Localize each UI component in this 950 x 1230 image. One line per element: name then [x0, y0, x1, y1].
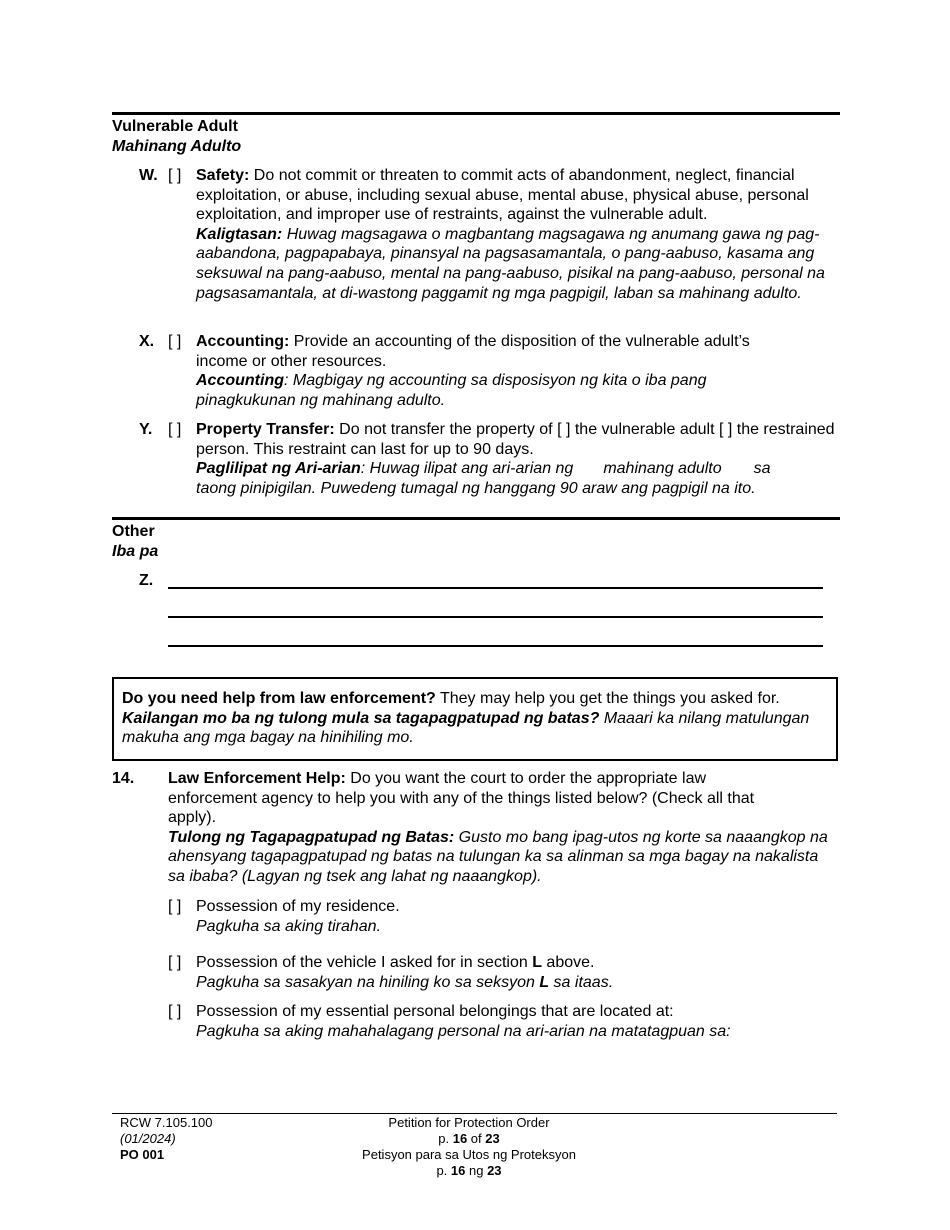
section-number: 14.	[112, 770, 135, 787]
item-letter: W.	[139, 167, 158, 184]
footer-title-en: Petition for Protection Order	[388, 1115, 550, 1130]
footer-divider	[112, 1113, 837, 1114]
option-text-tl: Pagkuha sa aking mahahalagang personal na ari-arian na matatagpuan sa:	[196, 1022, 731, 1040]
option-text-en: Possession of the vehicle I asked for in section L above.	[196, 954, 595, 971]
checkbox-property-transfer[interactable]: [ ]	[168, 421, 182, 438]
heading-en: Other	[112, 523, 155, 540]
section14-text-en: Law Enforcement Help: Do you want the court to order the appropriate law enforcement agency to help you with any of the things listed below? (Check all that apply).	[168, 770, 755, 827]
section-divider	[112, 112, 840, 115]
heading-en: Vulnerable Adult	[112, 118, 238, 135]
fill-in-line[interactable]	[168, 616, 823, 618]
item-letter: Y.	[139, 421, 153, 438]
section-heading-vulnerable-adult	[112, 117, 241, 157]
footer-rcw: RCW 7.105.100	[120, 1115, 213, 1130]
help-question-en: Do you need help from law enforcement? They may help you get the things you asked for.	[122, 690, 780, 707]
footer-form-info	[120, 1115, 213, 1163]
heading-tl: Iba pa	[112, 543, 159, 560]
fill-in-line[interactable]	[168, 587, 823, 589]
checkbox-safety[interactable]: [ ]	[168, 167, 182, 184]
checkbox-accounting[interactable]: [ ]	[168, 333, 182, 350]
checkbox-belongings[interactable]: [ ]	[168, 1003, 182, 1020]
footer-form-number: PO 001	[120, 1147, 165, 1162]
help-question-tl: Kailangan mo ba ng tulong mula sa tagapagpatupad ng batas? Maaari ka nilang matulungan makuha ang mga bagay na hinihiling mo.	[122, 709, 810, 747]
footer-title-tl: Petisyon para sa Utos ng Proteksyon	[362, 1147, 576, 1162]
safety-text-en: Safety: Do not commit or threaten to commit acts of abandonment, neglect, financial exploitation, or abuse, including sexual abuse, mental abuse, physical abuse, personal exploitation, and improper use of restraints, against the vulnerable adult.	[196, 167, 809, 224]
section-divider	[112, 517, 840, 520]
heading-tl: Mahinang Adulto	[112, 138, 242, 155]
footer-page-en: p. 16 of 23	[438, 1131, 500, 1146]
checkbox-vehicle[interactable]: [ ]	[168, 954, 182, 971]
item-letter: X.	[139, 333, 155, 350]
law-enforcement-info-box	[112, 677, 838, 761]
safety-text-tl: Kaligtasan: Huwag magsagawa o magbantang magsagawa ng anumang gawa ng pag-aabandona, pagpapabaya, pinansyal na pagsasamantala, o pang-aabuso, kasama ang seksuwal na pang-aabuso, mental na pang-aabuso, pisikal na pang-aabuso, personal na pagsasamantala, at di-wastong paggamit ng mga pagpigil, laban sa mahinang adulto.	[196, 225, 825, 302]
option-text-tl: Pagkuha sa aking tirahan.	[196, 917, 382, 935]
checkbox-residence[interactable]: [ ]	[168, 898, 182, 915]
footer-date: (01/2024)	[120, 1131, 176, 1146]
fill-in-line[interactable]	[168, 645, 823, 647]
item-letter: Z.	[139, 572, 154, 589]
checkbox-vulnerable-adult[interactable]: [ ]	[557, 421, 571, 438]
accounting-text-tl: Accounting: Magbigay ng accounting sa disposisyon ng kita o iba pang pinagkukunan ng mahinang adulto.	[196, 372, 707, 409]
property-transfer-text-en: Property Transfer: Do not transfer the property of [ ] the vulnerable adult [ ] the restrained person. This restraint can last for up to 90 days.	[196, 421, 835, 458]
checkbox-restrained-person[interactable]: [ ]	[718, 421, 733, 438]
accounting-text-en: Accounting: Provide an accounting of the disposition of the vulnerable adult’s income or other resources.	[196, 333, 750, 370]
footer-page-tl: p. 16 ng 23	[436, 1163, 502, 1178]
footer-title	[339, 1115, 599, 1179]
option-text-en: Possession of my essential personal belongings that are located at:	[196, 1003, 674, 1020]
section14-text-tl: Tulong ng Tagapagpatupad ng Batas: Gusto mo bang ipag-utos ng korte sa naaangkop na ahensyang tagapagpatupad ng batas na tulungan ka sa alinman sa mga bagay na nakalista sa ibaba? (Lagyan ng tsek ang lahat ng naaangkop).	[168, 828, 828, 885]
option-text-tl: Pagkuha sa sasakyan na hiniling ko sa seksyon L sa itaas.	[196, 973, 614, 991]
option-text-en: Possession of my residence.	[196, 898, 400, 915]
section-heading-other	[112, 522, 158, 562]
property-transfer-text-tl: Paglilipat ng Ari-arian: Huwag ilipat ang ari-arian ng mahinang adulto sa taong pinipigilan. Puwedeng tumagal ng hanggang 90 araw ang pagpigil na ito.	[196, 460, 771, 497]
